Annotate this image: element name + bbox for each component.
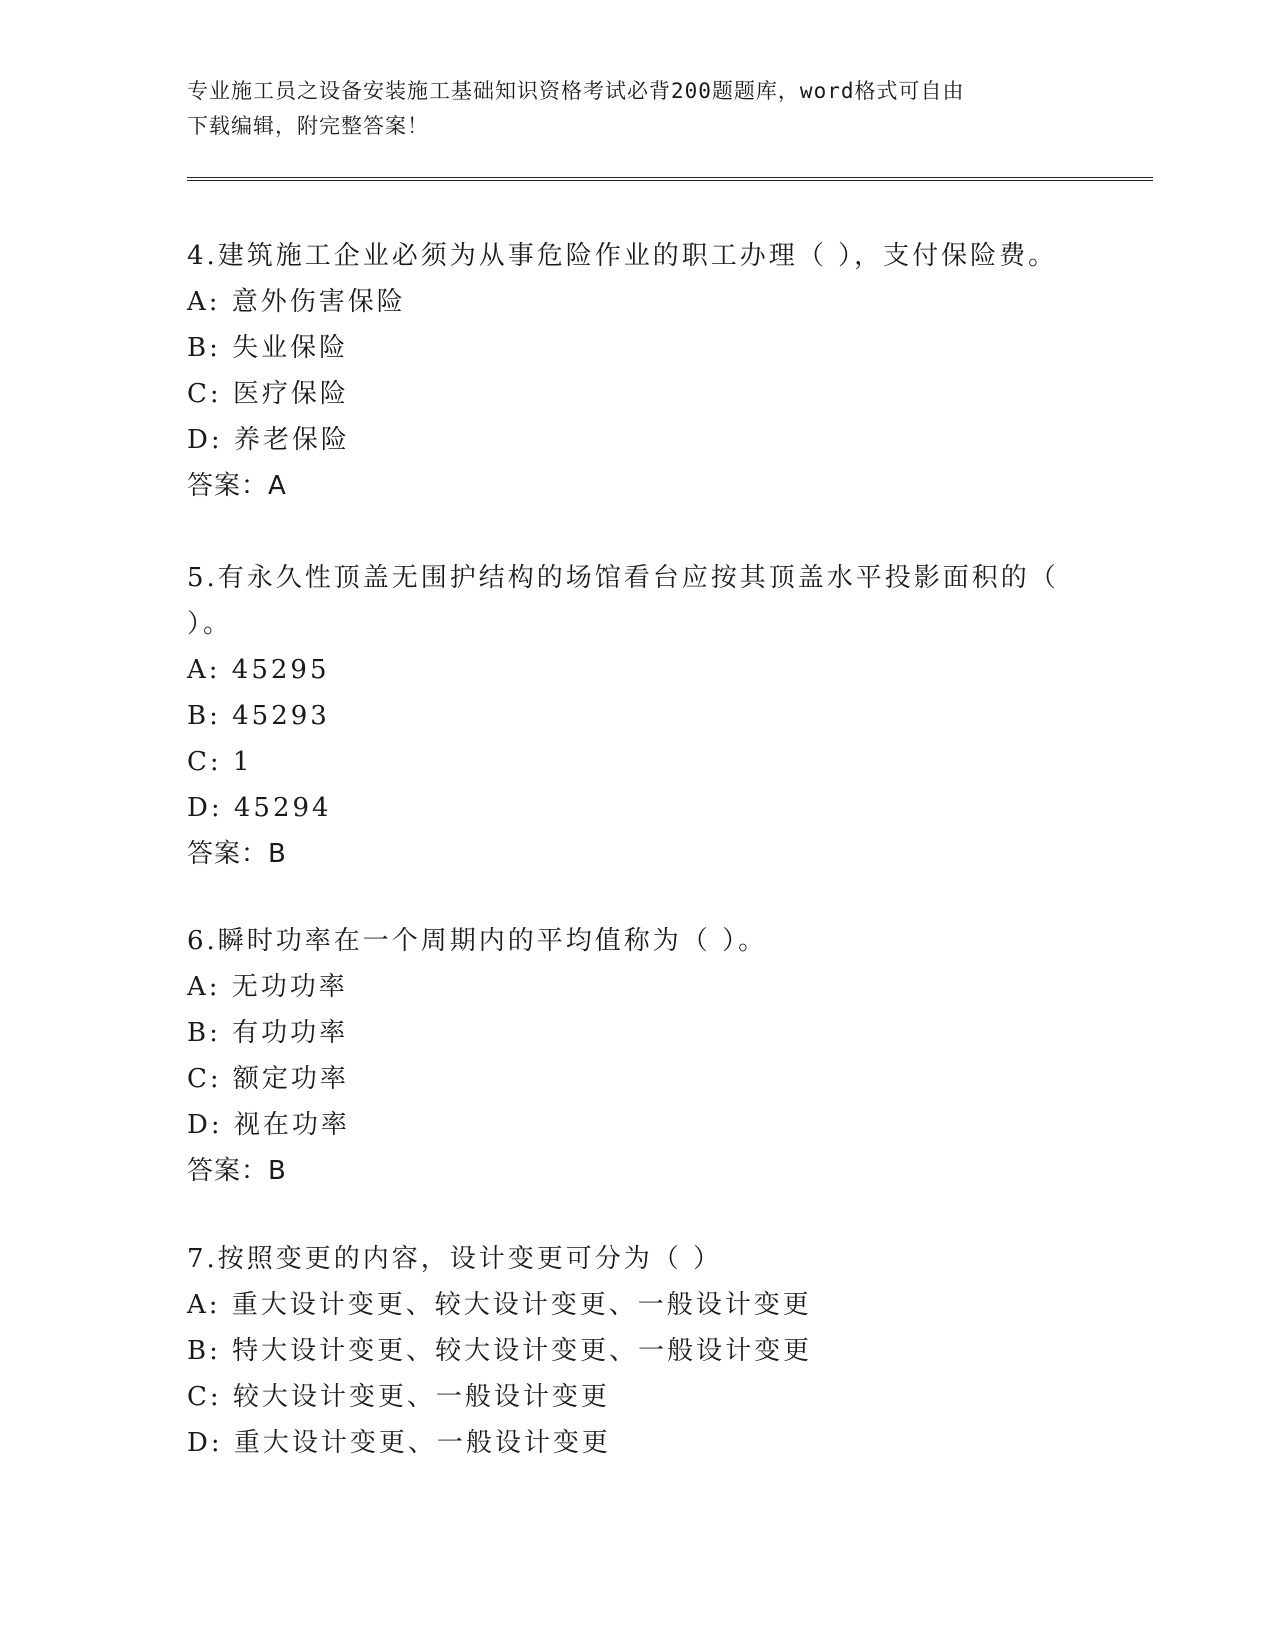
question-stem: 5.有永久性顶盖无围护结构的场馆看台应按其顶盖水平投影面积的（ [187,563,1059,593]
option-b: B: 45293 [187,701,330,731]
question-6 [187,918,1067,1194]
option-b: B: 特大设计变更、较大设计变更、一般设计变更 [187,1336,813,1366]
option-c: C: 1 [187,747,253,777]
option-c: C: 额定功率 [187,1064,349,1094]
header-line-2: 下载编辑，附完整答案！ [187,114,429,138]
option-a: A: 意外伤害保险 [187,287,406,317]
document-header [187,74,1067,144]
option-d: D: 视在功率 [187,1110,350,1140]
question-7 [187,1236,1067,1466]
option-d: D: 45294 [187,793,332,823]
option-d: D: 养老保险 [187,425,350,455]
question-5 [187,555,1067,877]
answer: 答案：B [187,839,287,869]
question-stem-continuation: ）。 [187,609,233,639]
option-b: B: 有功功率 [187,1018,349,1048]
option-c: C: 医疗保险 [187,379,349,409]
header-divider [187,177,1153,181]
question-4 [187,233,1067,509]
option-b: B: 失业保险 [187,333,349,363]
question-stem: 6.瞬时功率在一个周期内的平均值称为（ ）。 [187,926,768,956]
answer: 答案：A [187,471,287,501]
question-stem: 4.建筑施工企业必须为从事危险作业的职工办理（ ），支付保险费。 [187,241,1058,271]
question-stem: 7.按照变更的内容，设计变更可分为（ ） [187,1244,723,1274]
option-a: A: 无功功率 [187,972,348,1002]
header-line-1: 专业施工员之设备安装施工基础知识资格考试必背200题题库，word格式可自由 [187,79,965,103]
option-d: D: 重大设计变更、一般设计变更 [187,1428,611,1458]
answer: 答案：B [187,1156,287,1186]
option-c: C: 较大设计变更、一般设计变更 [187,1382,610,1412]
option-a: A: 重大设计变更、较大设计变更、一般设计变更 [187,1290,812,1320]
option-a: A: 45295 [187,655,330,685]
